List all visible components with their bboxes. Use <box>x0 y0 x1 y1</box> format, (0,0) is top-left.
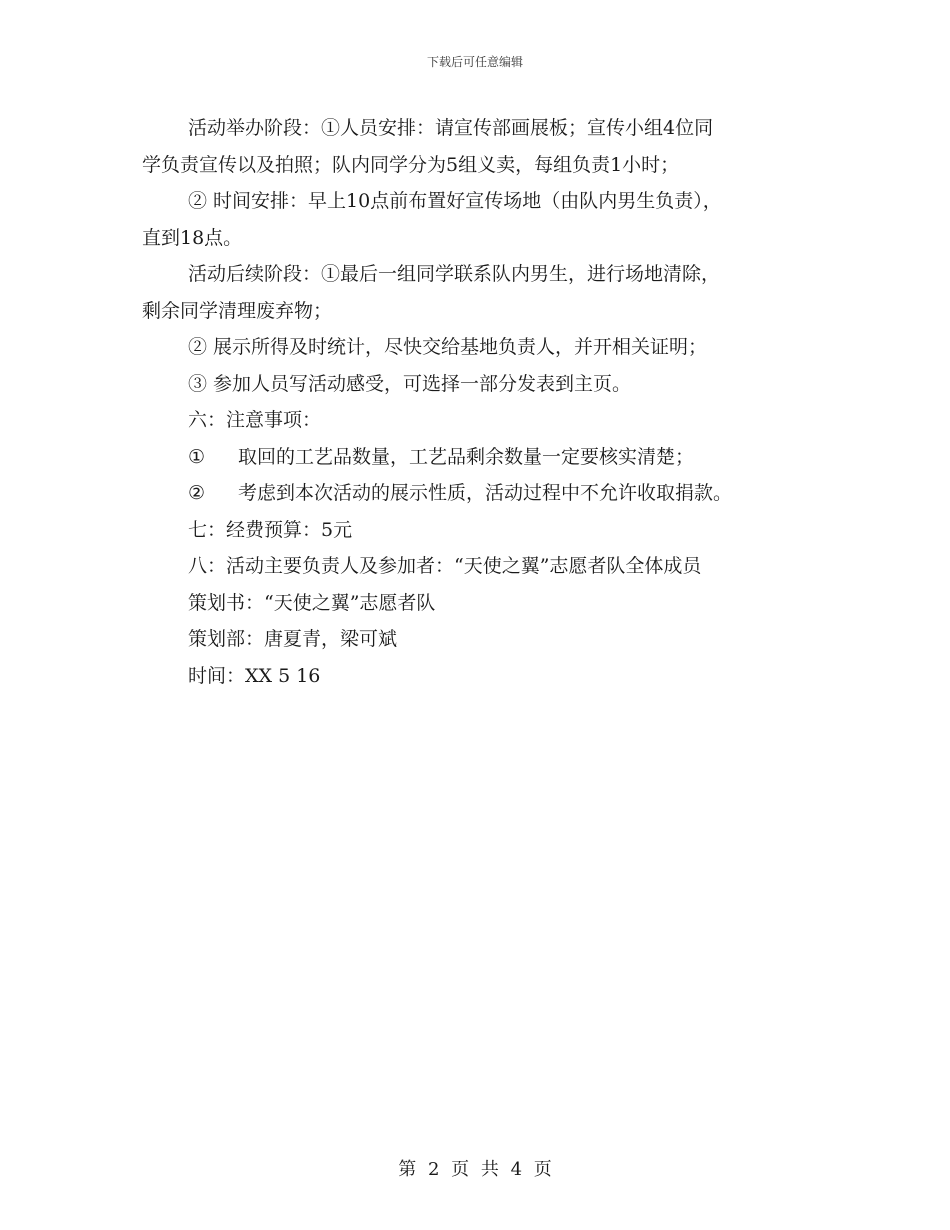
time-line: 时间：XX 5 16 <box>188 664 321 687</box>
paragraph-follow-up-stage-line2: 剩余同学清理废弃物； <box>142 299 333 322</box>
page-header: 下载后可任意编辑 <box>426 55 523 69</box>
page-number-footer: 第 2 页 共 4 页 <box>398 1159 552 1180</box>
paragraph-feedback: ③ 参加人员写活动感受，可选择一部分发表到主页。 <box>188 372 632 395</box>
document-body <box>142 110 802 694</box>
note-item-2 <box>142 475 802 512</box>
paragraph-statistics: ② 展示所得及时统计，尽快交给基地负责人，并开相关证明； <box>188 336 708 358</box>
note-item-2-marker: ② <box>188 482 206 504</box>
paragraph-activity-stage-line1: 活动举办阶段：①人员安排：请宣传部画展板；宣传小组4位同 <box>188 117 714 139</box>
section-heading-notes: 六：注意事项： <box>188 409 322 431</box>
section-budget: 七：经费预算：5元 <box>188 518 353 541</box>
note-item-1-text: 取回的工艺品数量，工艺品剩余数量一定要核实清楚； <box>238 445 695 468</box>
section-participants: 八：活动主要负责人及参加者：“天使之翼”志愿者队全体成员 <box>188 555 702 577</box>
paragraph-activity-stage-line2: 学负责宣传以及拍照；队内同学分为5组义卖，每组负责1小时； <box>142 153 680 176</box>
paragraph-time-arrangement-line2: 直到18点。 <box>142 226 243 249</box>
paragraph-follow-up-stage-line1: 活动后续阶段：①最后一组同学联系队内男生，进行场地清除， <box>188 263 721 285</box>
department-line: 策划部：唐夏青，梁可斌 <box>188 628 398 650</box>
paragraph-time-arrangement-line1: ② 时间安排：早上10点前布置好宣传场地（由队内男生负责）， <box>188 190 722 212</box>
note-item-1-marker: ① <box>188 445 206 468</box>
planner-line: 策划书：“天使之翼”志愿者队 <box>188 591 436 614</box>
note-item-1 <box>142 439 802 476</box>
note-item-2-text: 考虑到本次活动的展示性质，活动过程中不允许收取捐款。 <box>238 482 733 504</box>
